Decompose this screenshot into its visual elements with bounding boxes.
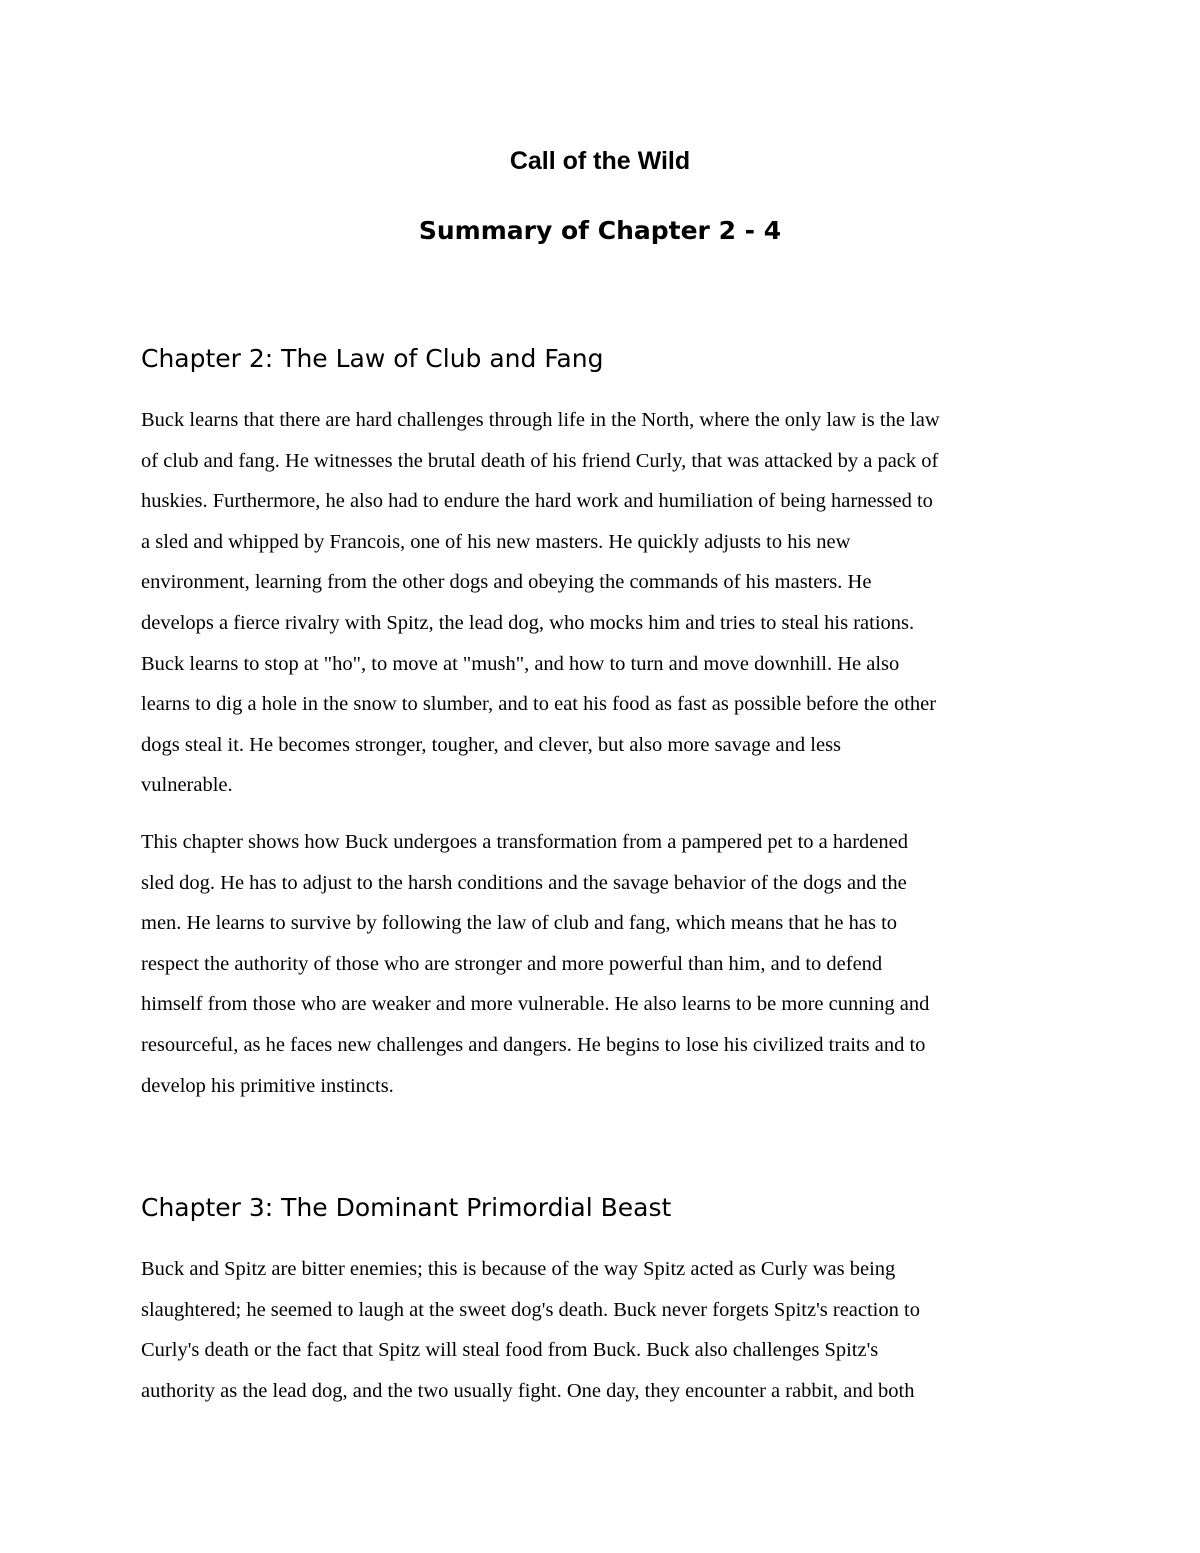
text-line: a sled and whipped by Francois, one of his new masters. He quickly adjusts to his new <box>141 530 851 553</box>
text-line: resourceful, as he faces new challenges and dangers. He begins to lose his civilized traits and to <box>141 1033 926 1056</box>
text-line: Buck learns that there are hard challenges through life in the North, where the only law is the law <box>141 409 940 431</box>
chapter-2-heading: Chapter 2: The Law of Club and Fang <box>141 344 604 373</box>
text-line: Buck learns to stop at "ho", to move at "mush", and how to turn and move downhill. He also <box>141 652 900 675</box>
text-line: dogs steal it. He becomes stronger, tougher, and clever, but also more savage and less <box>141 733 842 756</box>
document-subtitle: Summary of Chapter 2 - 4 <box>418 216 782 245</box>
chapter-2-paragraph-1 <box>141 400 1066 806</box>
text-line: learns to dig a hole in the snow to slumber, and to eat his food as fast as possible before the other <box>141 693 937 716</box>
text-line: develops a fierce rivalry with Spitz, the lead dog, who mocks him and tries to steal his rations. <box>141 611 915 634</box>
text-line: of club and fang. He witnesses the brutal death of his friend Curly, that was attacked by a pack of <box>141 449 939 472</box>
text-line: Buck and Spitz are bitter enemies; this is because of the way Spitz acted as Curly was being <box>141 1258 896 1280</box>
text-line: sled dog. He has to adjust to the harsh conditions and the savage behavior of the dogs and the <box>141 871 907 894</box>
text-line: authority as the lead dog, and the two usually fight. One day, they encounter a rabbit, and both <box>141 1379 915 1402</box>
text-line: environment, learning from the other dogs and obeying the commands of his masters. He <box>141 571 872 594</box>
text-line: develop his primitive instincts. <box>141 1074 394 1097</box>
text-line: slaughtered; he seemed to laugh at the sweet dog's death. Buck never forgets Spitz's reaction to <box>141 1298 920 1321</box>
text-line: This chapter shows how Buck undergoes a transformation from a pampered pet to a hardened <box>141 831 908 853</box>
text-line: vulnerable. <box>141 774 233 797</box>
text-line: respect the authority of those who are stronger and more powerful than him, and to defend <box>141 952 883 975</box>
text-line: men. He learns to survive by following the law of club and fang, which means that he has to <box>141 912 898 935</box>
text-line: himself from those who are weaker and more vulnerable. He also learns to be more cunning and <box>141 993 930 1016</box>
text-line: huskies. Furthermore, he also had to endure the hard work and humiliation of being harnessed to <box>141 490 933 513</box>
chapter-3-paragraph-1 <box>141 1249 1066 1411</box>
chapter-3-heading: Chapter 3: The Dominant Primordial Beast <box>141 1193 672 1222</box>
chapter-2-paragraph-2 <box>141 822 1066 1106</box>
document-title: Call of the Wild <box>509 147 691 175</box>
text-line: Curly's death or the fact that Spitz will steal food from Buck. Buck also challenges Spitz's <box>141 1339 879 1362</box>
